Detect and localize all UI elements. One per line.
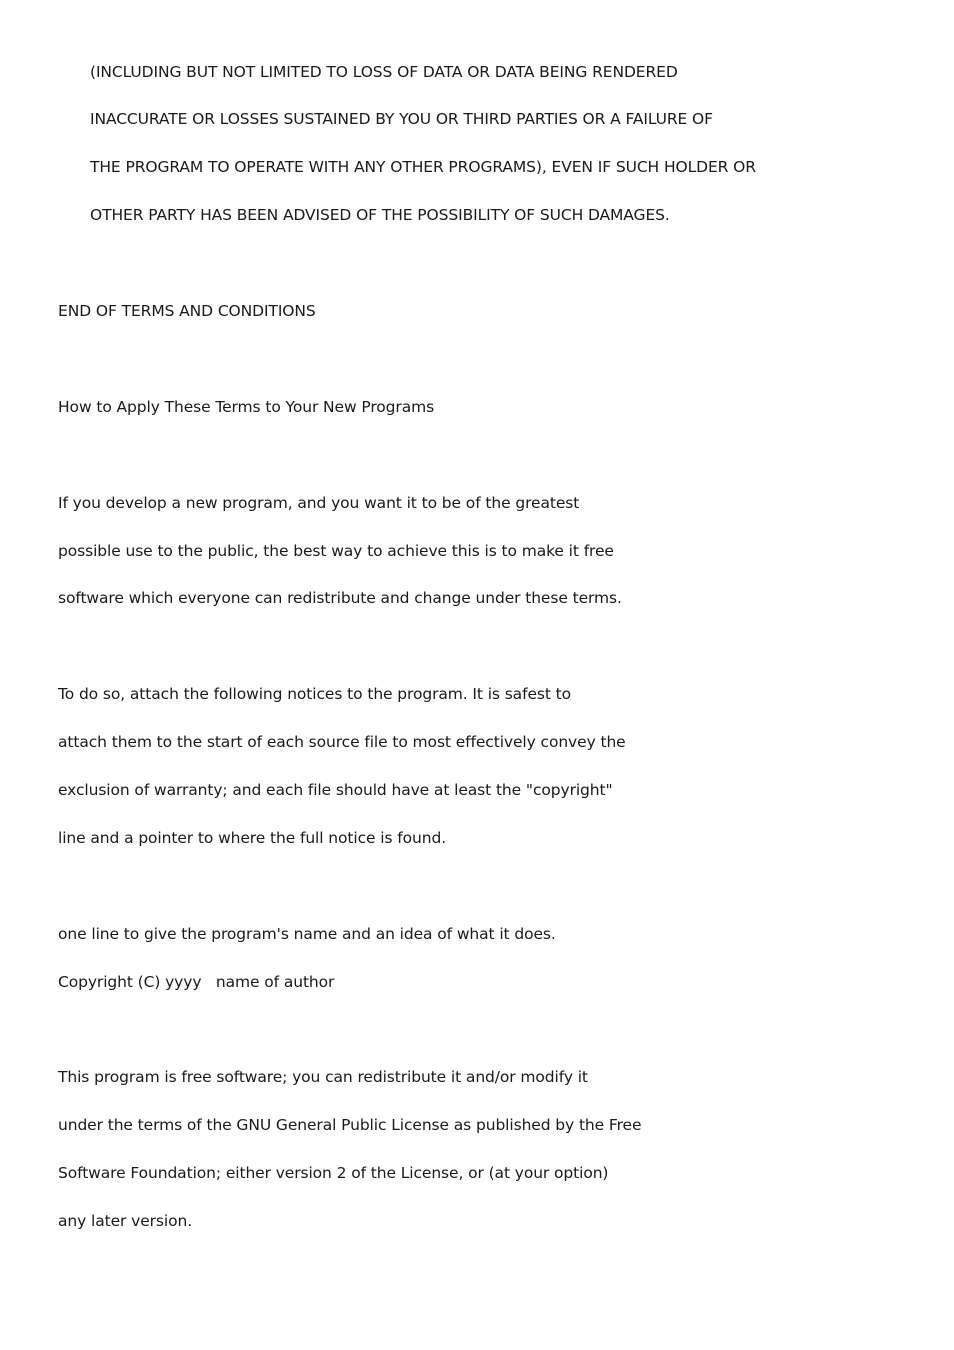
end-of-terms-heading: END OF TERMS AND CONDITIONS — [58, 302, 316, 320]
copyright-template-line: Copyright (C) yyyy name of author — [58, 973, 335, 991]
intro-paragraph-line: software which everyone can redistribute and change under these terms. — [58, 589, 622, 607]
how-to-apply-heading: How to Apply These Terms to Your New Programs — [58, 398, 435, 416]
program-name-template-line: one line to give the program's name and an idea of what it does. — [58, 925, 556, 943]
disclaimer-line: THE PROGRAM TO OPERATE WITH ANY OTHER PROGRAMS), EVEN IF SUCH HOLDER OR — [90, 158, 756, 176]
disclaimer-line: INACCURATE OR LOSSES SUSTAINED BY YOU OR THIRD PARTIES OR A FAILURE OF — [90, 110, 713, 128]
license-paragraph-line: This program is free software; you can redistribute it and/or modify it — [58, 1068, 588, 1086]
notices-paragraph-line: exclusion of warranty; and each file should have at least the "copyright" — [58, 781, 613, 799]
intro-paragraph-line: If you develop a new program, and you want it to be of the greatest — [58, 494, 580, 512]
license-paragraph-line: any later version. — [58, 1212, 193, 1230]
disclaimer-line: (INCLUDING BUT NOT LIMITED TO LOSS OF DATA OR DATA BEING RENDERED — [90, 63, 678, 81]
intro-paragraph-line: possible use to the public, the best way to achieve this is to make it free — [58, 542, 614, 560]
notices-paragraph-line: line and a pointer to where the full notice is found. — [58, 829, 447, 847]
notices-paragraph-line: attach them to the start of each source file to most effectively convey the — [58, 733, 626, 751]
disclaimer-line: OTHER PARTY HAS BEEN ADVISED OF THE POSSIBILITY OF SUCH DAMAGES. — [90, 206, 670, 224]
license-paragraph-line: Software Foundation; either version 2 of the License, or (at your option) — [58, 1164, 609, 1182]
notices-paragraph-line: To do so, attach the following notices to the program. It is safest to — [58, 685, 572, 703]
license-paragraph-line: under the terms of the GNU General Public License as published by the Free — [58, 1116, 642, 1134]
